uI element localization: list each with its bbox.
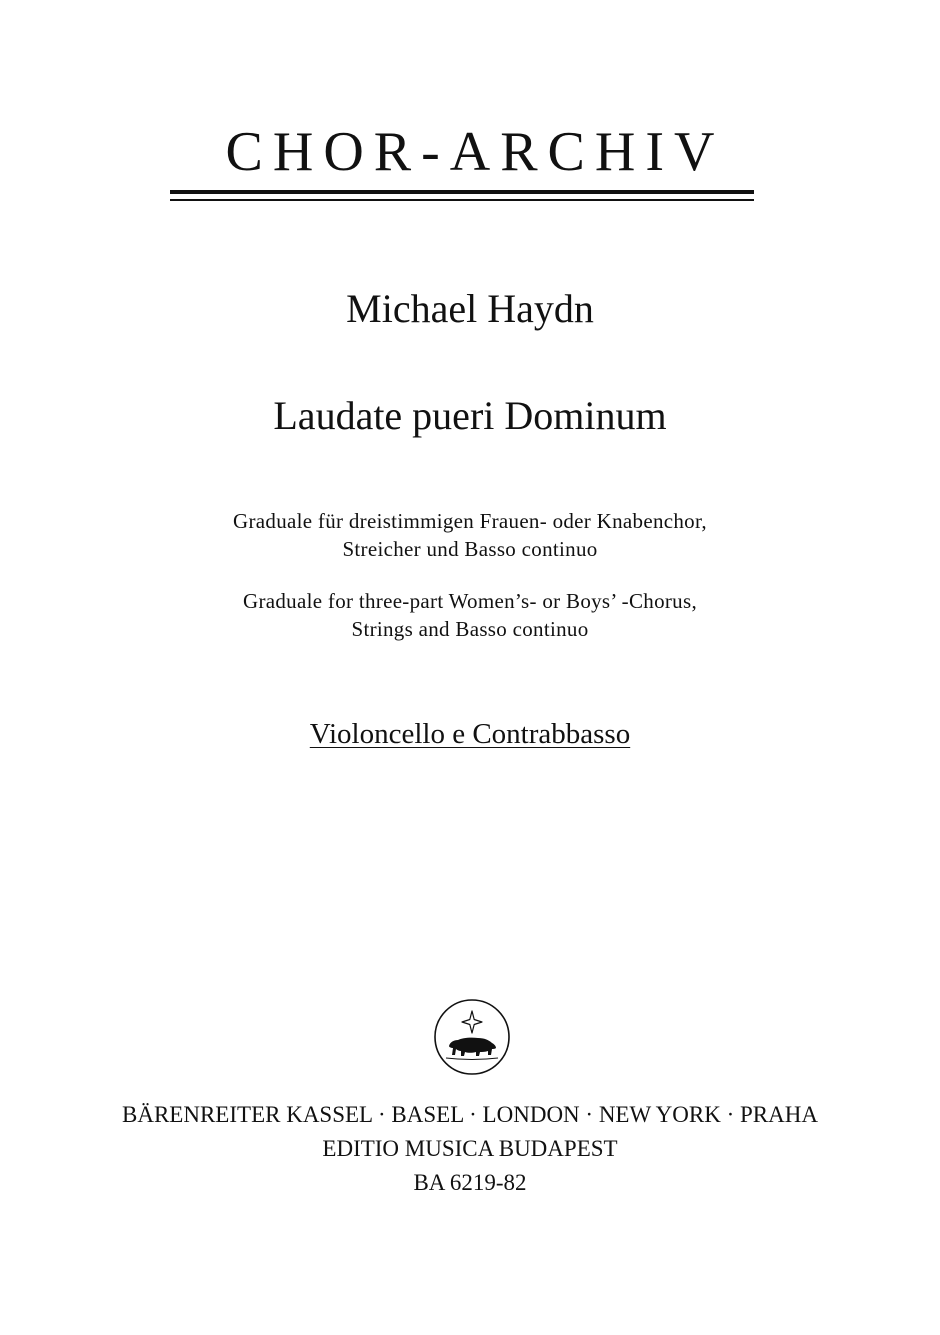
catalog-number: BA 6219-82	[413, 1170, 527, 1195]
part-name-text: Violoncello e Contrabbasso	[309, 718, 631, 750]
description-english-line1: Graduale for three-part Women’s- or Boys’ -Chorus,	[243, 589, 697, 613]
work-title: Laudate pueri Dominum	[273, 393, 667, 438]
composer-name: Michael Haydn	[346, 286, 594, 331]
publisher-co-edition: EDITIO MUSICA BUDAPEST	[322, 1136, 618, 1161]
description-german-line1: Graduale für dreistimmigen Frauen- oder Knabenchor,	[233, 509, 707, 533]
description-german-line2: Streicher und Basso continuo	[342, 537, 598, 561]
description-english-line2: Strings and Basso continuo	[351, 617, 589, 641]
series-title: CHOR-ARCHIV	[225, 121, 725, 183]
title-rule-thick	[170, 190, 754, 194]
part-name	[0, 716, 940, 752]
title-rule-thin	[170, 199, 754, 201]
publisher-cities: BÄRENREITER KASSEL · BASEL · LONDON · NEW YORK · PRAHA	[122, 1102, 818, 1127]
baerenreiter-logo-icon	[432, 997, 512, 1077]
